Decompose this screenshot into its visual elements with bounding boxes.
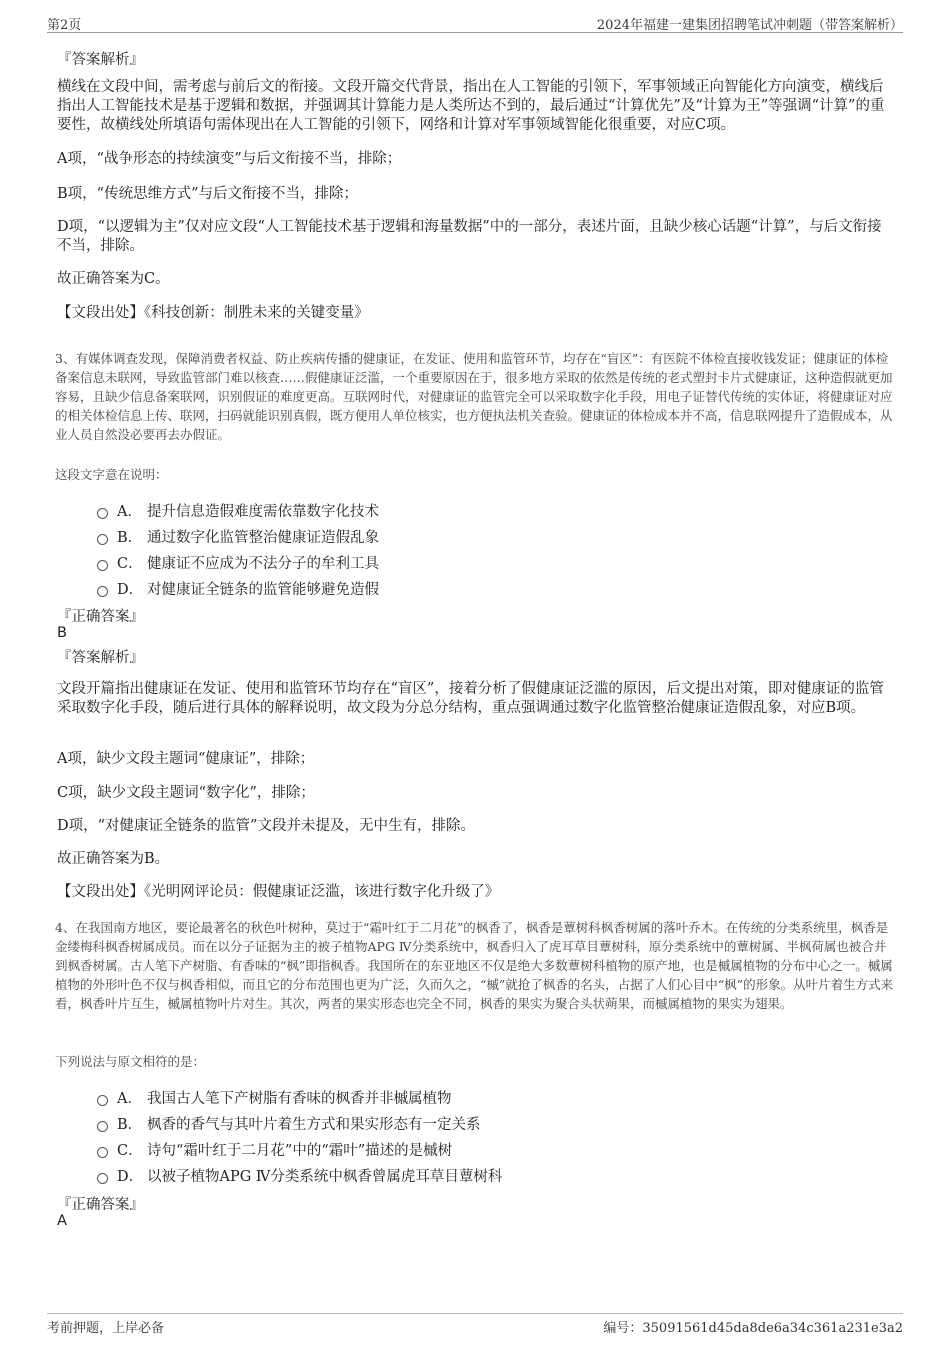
- option-letter: C．: [117, 1143, 143, 1159]
- q2-analysis-label: 『答案解析』: [57, 52, 144, 68]
- radio-icon[interactable]: [97, 1095, 108, 1106]
- q4-option-c[interactable]: [97, 1139, 452, 1160]
- q3-option-b[interactable]: [97, 526, 379, 547]
- q3-analysis-label: 『答案解析』: [57, 650, 144, 666]
- radio-icon[interactable]: [97, 1173, 108, 1184]
- q3-option-a-note: [57, 750, 890, 769]
- footer-slogan: 考前押题，上岸必备: [47, 1321, 165, 1336]
- q3-question: 3、有媒体调查发现，保障消费者权益、防止疾病传播的健康证，在发证、使用和监管环节，均存在“盲区”：有医院不体检直接收钱发证；健康证的体检备案信息未联网，导致监管部门难以核查……假健康证泛滥，一个重要原因在于，很多地方采取的依然是传统的老式塑封卡片式健康证，这种造假就更加容易，且缺少信息备案联网，识别假证的难度更高。互联网时代，对健康证的监管完全可以采取数字化手段，用电子证替代传统的实体证，将健康证对应的相关体检信息上传、联网，扫码就能识别真假，既方便用人单位核实，也方便执法机关查验。健康证的体检成本并不高，信息联网提升了造假成本，从业人员自然没必要再去办假证。: [55, 351, 893, 442]
- q2-conclusion-text: 故正确答案为C。: [57, 271, 170, 287]
- q3-option-d-note: [57, 817, 890, 836]
- q2-analysis: [57, 78, 890, 135]
- q4-answer: A: [57, 1213, 67, 1229]
- document-title: 2024年福建一建集团招聘笔试冲刺题（带答案解析）: [596, 18, 903, 33]
- option-letter: A．: [117, 1091, 142, 1107]
- q2-option-d-note: [57, 218, 890, 256]
- q3-conclusion: [57, 850, 890, 869]
- radio-icon[interactable]: [97, 508, 108, 519]
- q2-analysis-text: 横线在文段中间，需考虑与前后文的衔接。文段开篇交代背景，指出在人工智能的引领下，军事领域正向智能化方向演变，横线后指出人工智能技术是基于逻辑和数据，并强调其计算能力是人类所达不到的，最后通过“计算优先”及“计算为王”等强调“计算”的重要性，故横线处所填语句需体现出在人工智能的引领下，网络和计算对军事领域智能化很重要，对应C项。: [57, 79, 885, 133]
- q3-option-d[interactable]: [97, 578, 379, 599]
- q4-prompt: 下列说法与原文相符的是：: [55, 1054, 206, 1069]
- q2-a-text: A项，“战争形态的持续演变”与后文衔接不当，排除；: [57, 151, 402, 167]
- q4-option-d[interactable]: [97, 1165, 502, 1186]
- option-text: 对健康证全链条的监管能够避免造假: [147, 582, 379, 598]
- q3-c-text: C项，缺少文段主题词“数字化”，排除；: [57, 785, 315, 801]
- option-text: 我国古人笔下产树脂有香味的枫香并非槭属植物: [147, 1091, 452, 1107]
- page-header: [47, 12, 903, 33]
- page-footer: [47, 1313, 903, 1334]
- q3-d-text: D项，“对健康证全链条的监管”文段并未提及，无中生有，排除。: [57, 818, 475, 834]
- option-text: 健康证不应成为不法分子的牟利工具: [147, 556, 379, 572]
- q3-option-c-note: [57, 784, 890, 803]
- option-letter: A．: [117, 504, 142, 520]
- option-letter: D．: [117, 582, 144, 598]
- q4-option-b[interactable]: [97, 1113, 481, 1134]
- radio-icon[interactable]: [97, 560, 108, 571]
- q2-d-text: D项，“以逻辑为主”仅对应文段“人工智能技术基于逻辑和海量数据”中的一部分，表述片面，且缺少核心话题“计算”，与后文衔接不当，排除。: [57, 219, 882, 254]
- q2-option-b-note: [57, 185, 890, 204]
- q4-answer-label: 『正确答案』: [57, 1197, 144, 1213]
- option-text: 枫香的香气与其叶片着生方式和果实形态有一定关系: [147, 1117, 481, 1133]
- option-text: 提升信息造假难度需依靠数字化技术: [147, 504, 379, 520]
- radio-icon[interactable]: [97, 1147, 108, 1158]
- option-letter: D．: [117, 1169, 144, 1185]
- q3-analysis: [57, 680, 890, 718]
- q3-analysis-text: 文段开篇指出健康证在发证、使用和监管环节均存在“盲区”，接着分析了假健康证泛滥的原因，后文提出对策，即对健康证的监管采取数字化手段，随后进行具体的解释说明，故文段为分总分结构，重点强调通过数字化监管整治健康证造假乱象，对应B项。: [57, 681, 884, 716]
- q2-source: [57, 304, 890, 323]
- q2-source-text: 【文段出处】《科技创新：制胜未来的关键变量》: [57, 305, 369, 321]
- page-number: 第2页: [47, 18, 82, 33]
- q3-answer: B: [57, 625, 67, 641]
- q4-option-a[interactable]: [97, 1087, 452, 1108]
- q4-question: 4、在我国南方地区，要论最著名的秋色叶树种，莫过于“霜叶红于二月花”的枫香了，枫香是蕈树科枫香树属的落叶乔木。在传统的分类系统里，枫香是金缕梅科枫香树属成员。而在以分子证据为主的被子植物APG Ⅳ分类系统中，枫香归入了虎耳草目蕈树科，原分类系统中的蕈树属、半枫荷属也被合并到枫香树属。古人笔下产树脂、有香味的“枫”即指枫香。我国所在的东亚地区不仅是绝大多数蕈树科植物的原产地，也是槭属植物的分布中心之一。槭属植物的外形叶色不仅与枫香相似，而且它的分布范围也更为广泛，久而久之，“槭”就抢了枫香的名头，占据了人们心目中“枫”的形象。从叶片着生方式来看，枫香叶片互生，槭属植物叶片对生。其次，两者的果实形态也完全不同，枫香的果实为聚合头状蒴果，而槭属植物的果实为翅果。: [55, 920, 894, 1011]
- radio-icon[interactable]: [97, 586, 108, 597]
- option-text: 以被子植物APG Ⅳ分类系统中枫香曾属虎耳草目蕈树科: [147, 1169, 503, 1185]
- q2-b-text: B项，“传统思维方式”与后文衔接不当，排除；: [57, 186, 358, 202]
- option-text: 通过数字化监管整治健康证造假乱象: [147, 530, 379, 546]
- q3-a-text: A项，缺少文段主题词“健康证”，排除；: [57, 751, 315, 767]
- document-id: 编号：35091561d45da8de6a34c361a231e3a2: [603, 1321, 903, 1336]
- q3-option-c[interactable]: [97, 552, 379, 573]
- q3-source: [57, 883, 890, 902]
- q2-conclusion: [57, 270, 890, 289]
- q3-prompt: 这段文字意在说明：: [55, 467, 168, 482]
- option-text: 诗句“霜叶红于二月花”中的“霜叶”描述的是槭树: [147, 1143, 453, 1159]
- option-letter: B．: [117, 530, 143, 546]
- radio-icon[interactable]: [97, 534, 108, 545]
- q3-answer-label: 『正确答案』: [57, 609, 144, 625]
- q3-option-a[interactable]: [97, 500, 379, 521]
- q3-conclusion-text: 故正确答案为B。: [57, 851, 170, 867]
- option-letter: C．: [117, 556, 143, 572]
- radio-icon[interactable]: [97, 1121, 108, 1132]
- q3-source-text: 【文段出处】《光明网评论员：假健康证泛滥，该进行数字化升级了》: [57, 884, 500, 900]
- q2-option-a-note: [57, 150, 890, 169]
- option-letter: B．: [117, 1117, 143, 1133]
